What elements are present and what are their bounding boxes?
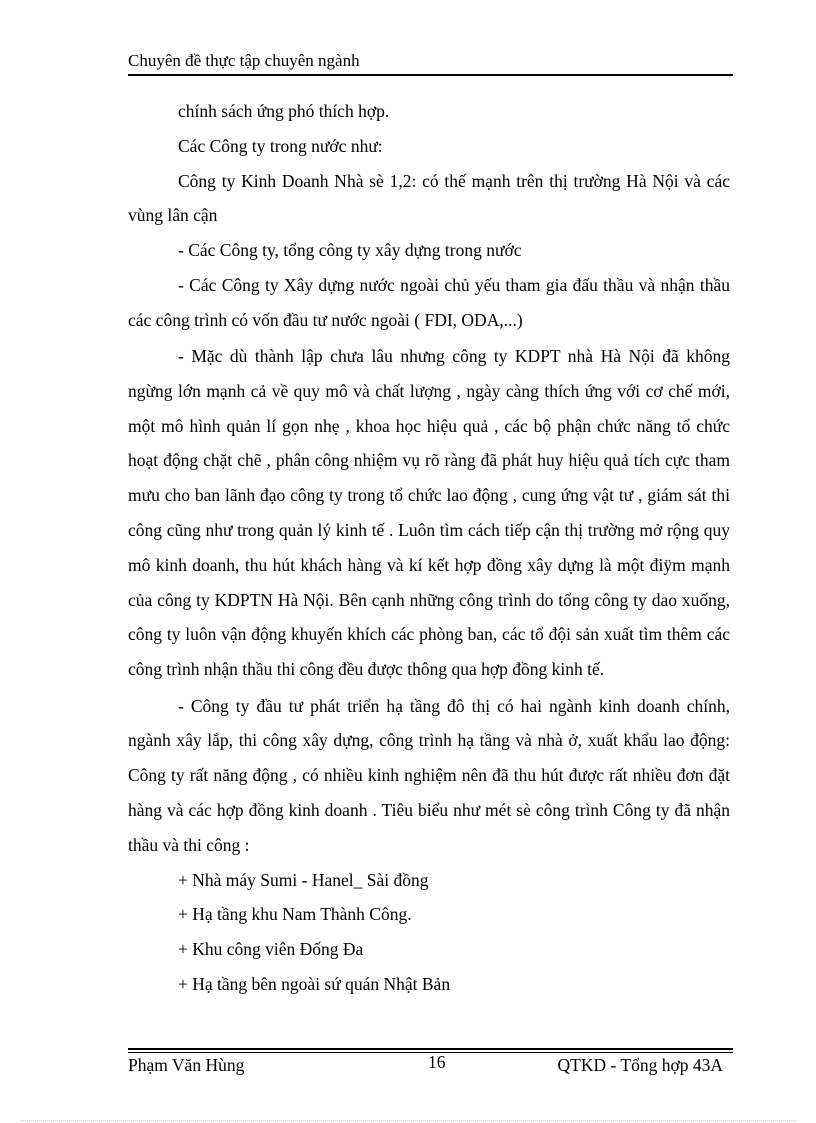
header-title: Chuyên đề thực tập chuyên ngành [128,51,360,70]
paragraph: Các Công ty trong nước như: [178,135,383,156]
footer-divider [128,1048,733,1050]
page-number: 16 [428,1052,446,1072]
paragraph: Công ty Kinh Doanh Nhà sè 1,2: có thế mạnh trên thị trường Hà Nội và các vùng lân cận [128,170,730,226]
footer-author: Phạm Văn Hùng [128,1055,245,1075]
page-header [128,48,733,76]
document-body [128,94,730,1002]
page-edge [20,1120,796,1121]
project-item: + Hạ tầng bên ngoài sứ quán Nhật Bản [178,973,451,994]
list-item: - Mặc dù thành lập chưa lâu nhưng công ty KDPT nhà Hà Nội đã không ngừng lớn mạnh cả về quy mô và chất lượng , ngày càng thích ứng với cơ chế mới, một mô hình quản lí gọn nhẹ , khoa học hiệu quả , các bộ phận chức năng tổ chức hoạt động chặt chẽ , phân công nhiệm vụ rõ ràng đã phát huy hiệu quả tích cực tham mưu cho ban lãnh đạo công ty trong tổ chức lao động , cung ứng vật tư , giám sát thi công cũng như trong quản lý kinh tế . Luôn tìm cách tiếp cận thị trường mở rộng quy mô kinh doanh, thu hút khách hàng và kí kết hợp đồng xây dựng là một điÿm mạnh của công ty KDPTN Hà Nội. Bên cạnh những công trình do tổng công ty dao xuống, công ty luôn vận động khuyến khích các phòng ban, các tổ đội sản xuất tìm thêm các công trình nhận thầu thi công đều được thông qua hợp đồng kinh tế. [128,346,730,680]
paragraph: chính sách ứng phó thích hợp. [178,101,390,121]
list-item: - Công ty đầu tư phát triển hạ tầng đô thị có hai ngành kinh doanh chính, ngành xây lắp, thi công xây dựng, công trình hạ tầng và nhà ở, xuất khẩu lao động: Công ty rất năng động , có nhiều kinh nghiệm nên đã thu hút được rất nhiều đơn đặt hàng và các hợp đồng kinh doanh . Tiêu biểu như mét sè công trình Công ty đã nhận thầu và thi công : [128,695,730,855]
footer-class-label: QTKD - Tổng hợp 43A [557,1055,723,1075]
page-footer [128,1046,733,1076]
project-item: + Nhà máy Sumi - Hanel_ Sài đồng [178,869,429,890]
project-item: + Hạ tầng khu Nam Thành Công. [178,904,412,925]
list-item: - Các Công ty Xây dựng nước ngoài chủ yếu tham gia đấu thầu và nhận thầu các công trình có vốn đầu tư nước ngoài ( FDI, ODA,...) [128,274,730,330]
project-item: + Khu công viên Đống Đa [178,939,364,960]
list-item: - Các Công ty, tổng công ty xây dựng trong nước [178,240,522,261]
